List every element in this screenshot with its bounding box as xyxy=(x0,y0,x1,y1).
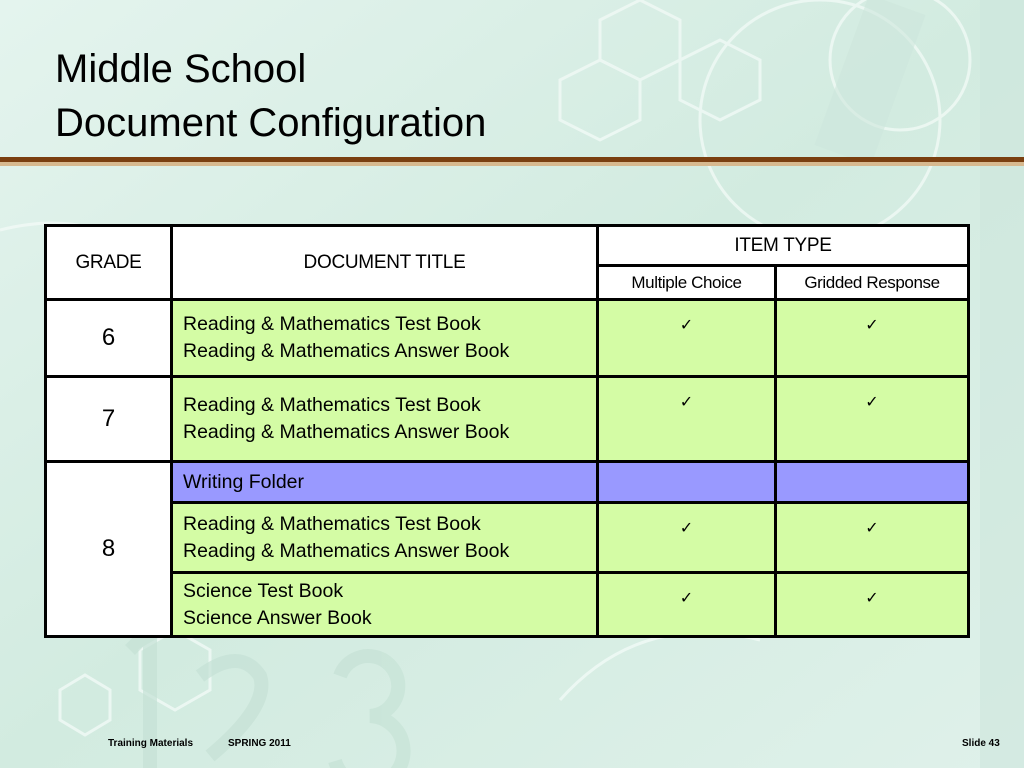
check-icon: ✓ xyxy=(776,300,969,377)
table-row xyxy=(46,573,969,637)
footer-training-materials: Training Materials xyxy=(108,738,194,749)
footer-season: SPRING 2011 xyxy=(228,738,291,749)
document-title-cell xyxy=(172,462,598,503)
title-divider-accent xyxy=(0,162,1024,166)
document-title-cell xyxy=(172,300,598,377)
grade-cell: 7 xyxy=(46,377,172,462)
document-title-cell xyxy=(172,377,598,462)
table-row xyxy=(46,503,969,573)
document-title-cell xyxy=(172,573,598,637)
header-row xyxy=(46,226,969,266)
check-icon: ✓ xyxy=(598,573,776,637)
check-icon: ✓ xyxy=(776,377,969,462)
table-row xyxy=(46,377,969,462)
empty-cell xyxy=(776,462,969,503)
document-configuration-table xyxy=(44,224,970,638)
document-title: Reading & Mathematics Test Book xyxy=(183,512,481,535)
slide-title-line1: Middle School xyxy=(55,47,307,91)
check-icon: ✓ xyxy=(776,573,969,637)
check-icon: ✓ xyxy=(776,503,969,573)
slide-title-line2: Document Configuration xyxy=(55,101,487,145)
slide-number: Slide 43 xyxy=(962,738,1000,749)
multiple-choice-header: Multiple Choice xyxy=(598,266,776,300)
gridded-response-header: Gridded Response xyxy=(776,266,969,300)
grade-cell: 8 xyxy=(46,462,172,637)
empty-cell xyxy=(598,462,776,503)
document-title: Reading & Mathematics Test Book xyxy=(183,394,481,416)
slide-title xyxy=(55,42,486,150)
document-title-cell xyxy=(172,503,598,573)
grade-header: GRADE xyxy=(46,226,172,300)
document-title: Writing Folder xyxy=(183,470,305,493)
item-type-header: ITEM TYPE xyxy=(598,226,969,266)
check-icon: ✓ xyxy=(598,377,776,462)
document-title: Reading & Mathematics Test Book xyxy=(183,313,481,335)
check-icon: ✓ xyxy=(598,300,776,377)
document-title: Science Test Book xyxy=(183,579,344,602)
document-title: Reading & Mathematics Answer Book xyxy=(183,340,510,362)
document-title: Reading & Mathematics Answer Book xyxy=(183,539,510,562)
grade-cell: 6 xyxy=(46,300,172,377)
document-title: Science Answer Book xyxy=(183,606,372,629)
document-title-header: DOCUMENT TITLE xyxy=(172,226,598,300)
table-row xyxy=(46,300,969,377)
table-row xyxy=(46,462,969,503)
check-icon: ✓ xyxy=(598,503,776,573)
document-title: Reading & Mathematics Answer Book xyxy=(183,421,510,443)
